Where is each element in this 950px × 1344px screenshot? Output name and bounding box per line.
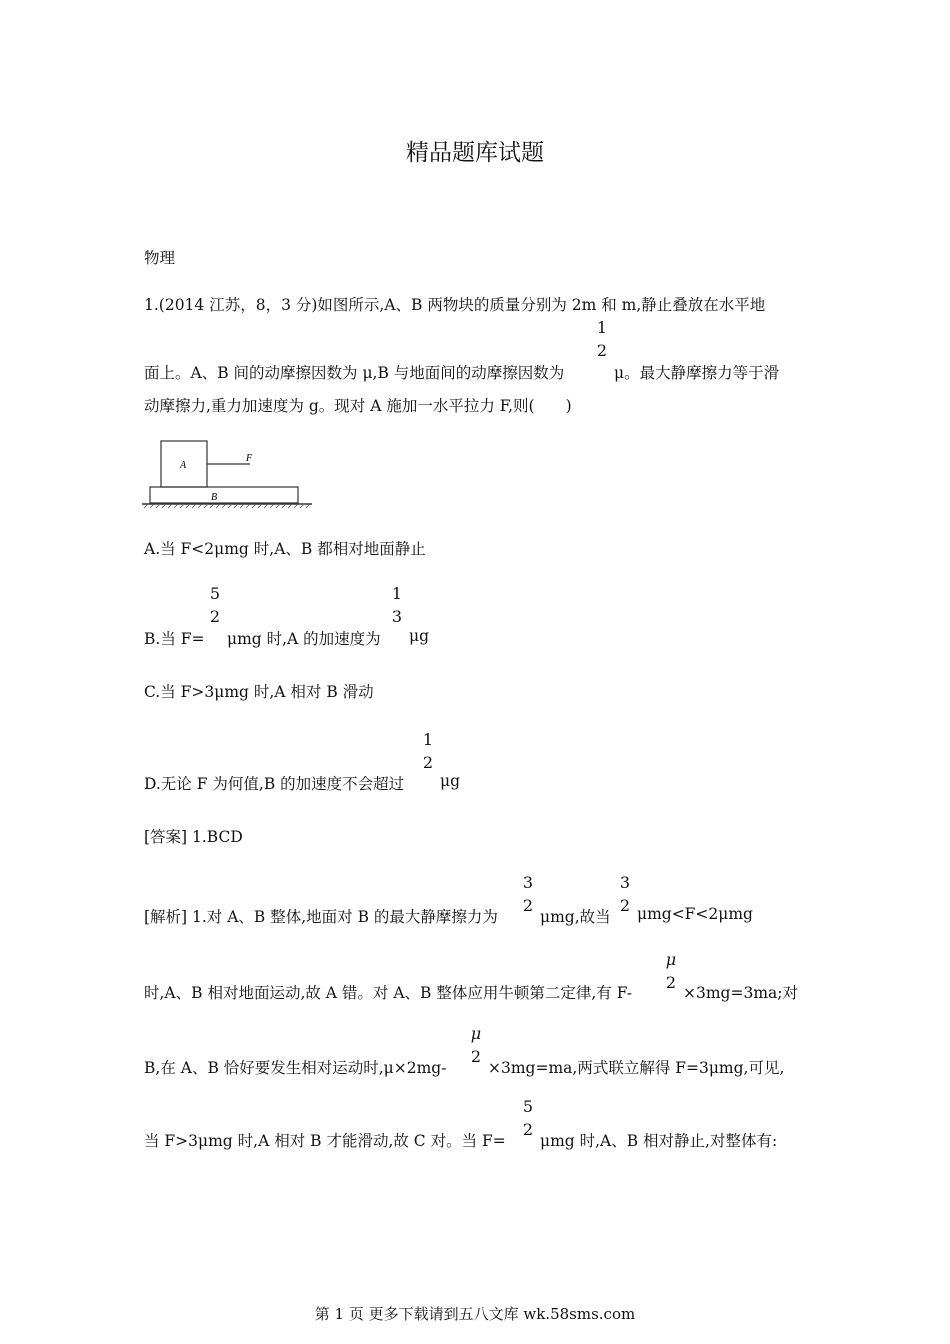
fraction-denominator: 2 — [209, 607, 221, 626]
analysis-line-4a: 当 F>3μmg 时,A 相对 B 才能滑动,故 C 对。当 F= — [144, 1132, 506, 1150]
label-b: B — [211, 492, 218, 503]
fraction-numerator: 5 — [522, 1097, 534, 1116]
option-d-part2: μg — [440, 772, 460, 790]
block-b — [150, 487, 298, 503]
fraction-five-halves — [205, 586, 225, 625]
fraction-numerator: 3 — [522, 873, 534, 892]
analysis-line-1a: [解析] 1.对 A、B 整体,地面对 B 的最大静摩擦力为 — [144, 908, 498, 926]
option-a: A.当 F<2μmg 时,A、B 都相对地面静止 — [144, 540, 426, 558]
fraction-denominator: 2 — [522, 1120, 534, 1139]
label-f: F — [246, 453, 253, 464]
fraction-denominator: 2 — [522, 896, 534, 915]
fraction-mu-over-two — [466, 1026, 486, 1065]
fraction-denominator: 2 — [422, 753, 434, 772]
page-title: 精品题库试题 — [406, 140, 544, 166]
subject-label: 物理 — [144, 249, 176, 267]
analysis-line-3a: B,在 A、B 恰好要发生相对运动时,μ×2mg- — [144, 1059, 447, 1077]
fraction-denominator: 2 — [619, 896, 631, 915]
answer: [答案] 1.BCD — [144, 828, 243, 846]
fraction-denominator: 2 — [596, 341, 608, 360]
question-line-1: 1.(2014 江苏，8，3 分)如图所示,A、B 两物块的质量分别为 2m 和 m,静止叠放在水平地 — [144, 296, 766, 314]
fraction-one-third — [387, 586, 407, 625]
fraction-three-halves — [518, 875, 538, 914]
block-diagram — [140, 438, 320, 510]
fraction-one-half — [418, 732, 438, 771]
option-b-part1: B.当 F= — [144, 630, 205, 648]
fraction-numerator: μ — [470, 1024, 482, 1043]
question-line-3: 动摩擦力,重力加速度为 g。现对 A 施加一水平拉力 F,则( ) — [144, 397, 572, 415]
fraction-denominator: 2 — [470, 1047, 482, 1066]
fraction-denominator: 2 — [665, 973, 677, 992]
fraction-numerator: μ — [665, 950, 677, 969]
fraction-one-half — [592, 320, 612, 359]
analysis-line-3b: ×3mg=ma,两式联立解得 F=3μmg,可见, — [488, 1059, 785, 1077]
analysis-line-2a: 时,A、B 相对地面运动,故 A 错。对 A、B 整体应用牛顿第二定律,有 F- — [144, 984, 633, 1002]
analysis-line-1b: μmg,故当 — [540, 908, 611, 926]
fraction-numerator: 5 — [209, 584, 221, 603]
label-a: A — [180, 460, 187, 471]
analysis-line-4b: μmg 时,A、B 相对静止,对整体有: — [540, 1132, 778, 1150]
option-b-part2: μmg 时,A 的加速度为 — [227, 630, 381, 648]
fraction-mu-over-two — [661, 952, 681, 991]
analysis-line-1c: μmg<F<2μmg — [637, 905, 753, 923]
fraction-numerator: 1 — [596, 318, 608, 337]
option-c: C.当 F>3μmg 时,A 相对 B 滑动 — [144, 683, 374, 701]
page-footer: 第 1 页 更多下载请到五八文库 wk.58sms.com — [314, 1305, 636, 1323]
option-b-part3: μg — [409, 627, 429, 645]
fraction-numerator: 1 — [391, 584, 403, 603]
analysis-line-2b: ×3mg=3ma;对 — [683, 984, 798, 1002]
fraction-numerator: 1 — [422, 730, 434, 749]
fraction-three-halves — [615, 875, 635, 914]
fraction-numerator: 3 — [619, 873, 631, 892]
option-d-part1: D.无论 F 为何值,B 的加速度不会超过 — [144, 775, 405, 793]
fraction-five-halves — [518, 1099, 538, 1138]
fraction-denominator: 3 — [391, 607, 403, 626]
question-line-2a: 面上。A、B 间的动摩擦因数为 μ,B 与地面间的动摩擦因数为 — [144, 364, 565, 382]
question-line-2b: μ。最大静摩擦力等于滑 — [614, 364, 780, 382]
